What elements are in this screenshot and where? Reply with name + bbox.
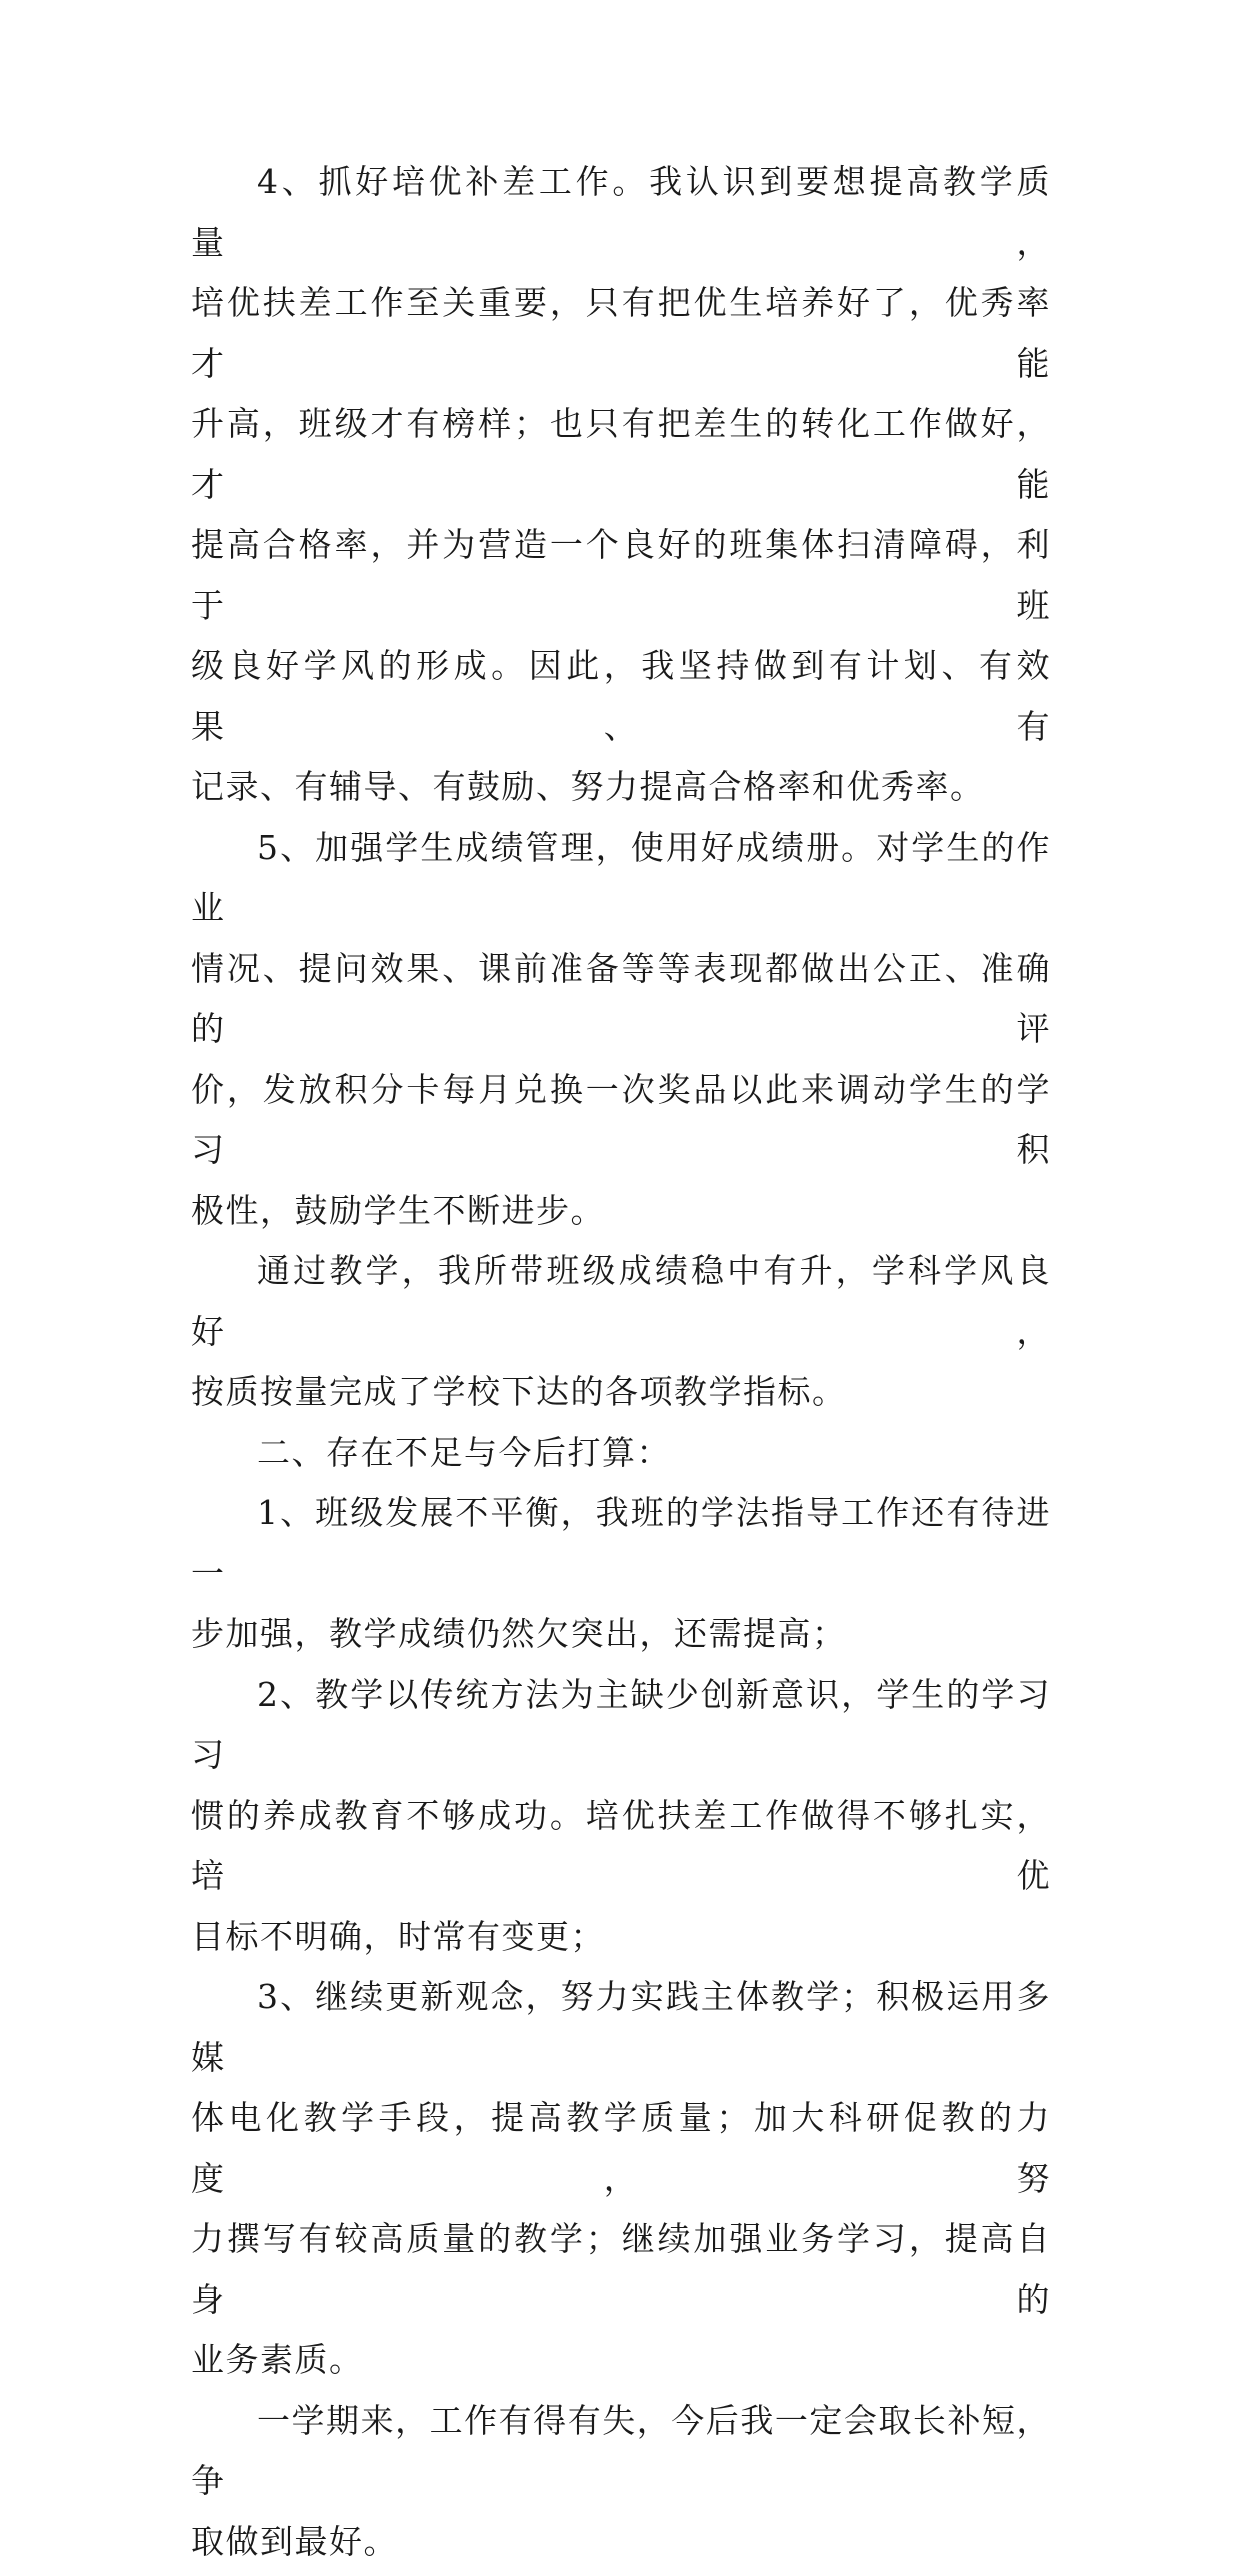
paragraph-line: 升高，班级才有榜样；也只有把差生的转化工作做好，才能 — [191, 394, 1051, 515]
paragraph-list — [191, 152, 1051, 2572]
paragraph-first-line: 一学期来，工作有得有失，今后我一定会取长补短，争 — [191, 2391, 1051, 2512]
paragraph-first-line: 1、班级发展不平衡，我班的学法指导工作还有待进一 — [191, 1483, 1051, 1604]
paragraph-first-line: 5、加强学生成绩管理，使用好成绩册。对学生的作业 — [191, 818, 1051, 939]
paragraph-line: 价，发放积分卡每月兑换一次奖品以此来调动学生的学习积 — [191, 1060, 1051, 1181]
paragraph-line: 惯的养成教育不够成功。培优扶差工作做得不够扎实，培优 — [191, 1786, 1051, 1907]
paragraph-first-line: 二、存在不足与今后打算： — [191, 1423, 1051, 1484]
paragraph-line: 力撰写有较高质量的教学；继续加强业务学习，提高自身的 — [191, 2209, 1051, 2330]
paragraph-line: 记录、有辅导、有鼓励、努力提高合格率和优秀率。 — [191, 757, 1051, 818]
paragraph-line: 按质按量完成了学校下达的各项教学指标。 — [191, 1362, 1051, 1423]
paragraph-line: 目标不明确，时常有变更； — [191, 1907, 1051, 1968]
paragraph-line: 体电化教学手段，提高教学质量；加大科研促教的力度，努 — [191, 2088, 1051, 2209]
paragraph-line: 情况、提问效果、课前准备等等表现都做出公正、准确的评 — [191, 939, 1051, 1060]
paragraph-first-line: 通过教学，我所带班级成绩稳中有升，学科学风良好， — [191, 1241, 1051, 1362]
paragraph-line: 步加强，教学成绩仍然欠突出，还需提高； — [191, 1604, 1051, 1665]
paragraph-line: 取做到最好。 — [191, 2512, 1051, 2572]
paragraph-first-line: 3、继续更新观念，努力实践主体教学；积极运用多媒 — [191, 1967, 1051, 2088]
paragraph-line: 业务素质。 — [191, 2330, 1051, 2391]
paragraph-first-line: 4、抓好培优补差工作。我认识到要想提高教学质量， — [191, 152, 1051, 273]
paragraph-line: 极性，鼓励学生不断进步。 — [191, 1181, 1051, 1242]
document-body — [191, 152, 1051, 2572]
paragraph-line: 提高合格率，并为营造一个良好的班集体扫清障碍，利于班 — [191, 515, 1051, 636]
paragraph-line: 级良好学风的形成。因此，我坚持做到有计划、有效果、有 — [191, 636, 1051, 757]
paragraph-first-line: 2、教学以传统方法为主缺少创新意识，学生的学习习 — [191, 1665, 1051, 1786]
paragraph-line: 培优扶差工作至关重要，只有把优生培养好了，优秀率才能 — [191, 273, 1051, 394]
